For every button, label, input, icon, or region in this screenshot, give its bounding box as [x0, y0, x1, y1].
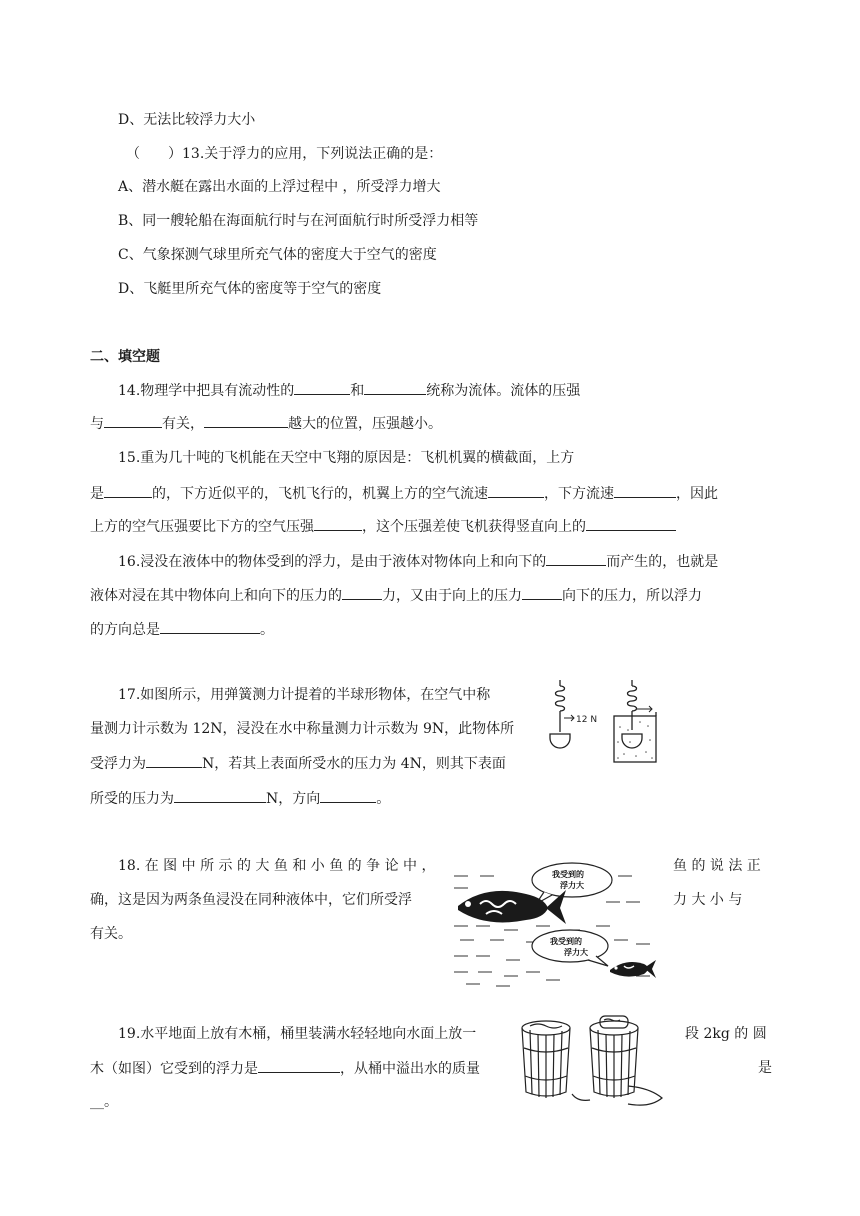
q13-option-d: D、飞艇里所充气体的密度等于空气的密度: [118, 281, 382, 297]
q14-text: 越大的位置，压强越小。: [288, 416, 442, 432]
answer-paren: （ ）: [126, 146, 182, 162]
q13-option-b: B、同一艘轮船在海面航行时与在河面航行时所受浮力相等: [118, 213, 479, 229]
q14-text: 和: [350, 383, 365, 399]
q17-line3: [90, 753, 506, 774]
q12-option-d: D、无法比较浮力大小: [118, 112, 256, 128]
q18-line3: 有关。: [90, 926, 132, 942]
blank: [104, 483, 152, 498]
blank: [614, 483, 676, 498]
q15-text: 的，下方近似平的，飞机飞行的，机翼上方的空气流速: [152, 486, 488, 502]
spring-scale-figure: [540, 672, 670, 772]
q17-text: 所受的压力为: [90, 791, 174, 807]
blank: [174, 788, 266, 803]
q19-line1-right: 段 2kg 的 圆: [685, 1026, 767, 1042]
blank: [146, 753, 202, 768]
q15-text: ，因此: [676, 486, 718, 502]
q18-line1: 18. 在 图 中 所 示 的 大 鱼 和 小 鱼 的 争 论 中 ，: [118, 858, 436, 874]
q15-line3: [90, 516, 676, 537]
q13-option-a: A、潜水艇在露出水面的上浮过程中 ，所受浮力增大: [118, 179, 441, 195]
q15-text: 是: [90, 486, 104, 502]
blank: [586, 516, 676, 531]
q19-line1: 19.水平地面上放有木桶，桶里装满水轻轻地向水面上放一: [118, 1026, 477, 1042]
bucket-figure: [516, 1014, 668, 1110]
q16-text: 而产生的，也就是: [606, 554, 719, 570]
q16-text: 的方向总是: [90, 622, 160, 638]
q16-line1: [118, 551, 718, 572]
q14-text: 有关，: [162, 416, 204, 432]
fig-force-label: 12 N: [576, 715, 598, 725]
q19-line2-right: 是: [758, 1060, 772, 1076]
blank: [258, 1058, 340, 1073]
q17-text: N，方向: [266, 791, 321, 807]
q19-line2: [90, 1058, 480, 1079]
q18-line1-right: 鱼 的 说 法 正: [673, 858, 761, 874]
q15-text: 上方的空气压强要比下方的空气压强: [90, 519, 314, 535]
q17-line2: 量测力计示数为 12N，浸没在水中称量测力计示数为 9N，此物体所: [90, 721, 515, 737]
q19-text: 木（如图）它受到的浮力是: [90, 1061, 258, 1077]
q15-text: ，这个压强差使飞机获得竖直向上的: [362, 519, 586, 535]
q17-text: N，若其上表面所受水的压力为 4N，则其下表面: [202, 756, 506, 772]
q18-line2: 确，这是因为两条鱼浸没在同种液体中，它们所受浮: [90, 892, 412, 908]
blank: [342, 585, 382, 600]
q16-text: 16.浸没在液体中的物体受到的浮力，是由于液体对物体向上和向下的: [118, 554, 547, 570]
blank: [488, 483, 544, 498]
q16-line3: [90, 619, 274, 640]
q16-text: 。: [260, 622, 274, 638]
q15-text: ，下方流速: [544, 486, 614, 502]
q17-text: 受浮力为: [90, 756, 146, 772]
q14-text: 统称为流体。流体的压强: [426, 383, 581, 399]
q14-text: 14.物理学中把具有流动性的: [118, 383, 295, 399]
q19-line3: __。: [90, 1094, 118, 1110]
q15-line1: 15.重为几十吨的飞机能在天空中飞翔的原因是：飞机机翼的横截面，上方: [118, 450, 575, 466]
blank: [546, 551, 606, 566]
blank: [314, 516, 362, 531]
bubble-bottom-line1: 我受到的: [550, 937, 582, 946]
blank: [294, 380, 350, 395]
q14-text: 与: [90, 416, 104, 432]
q19-text: ，从桶中溢出水的质量: [340, 1061, 480, 1077]
q16-text: 向下的压力，所以浮力: [562, 588, 702, 604]
q18-line2-right: 力 大 小 与: [673, 892, 743, 908]
blank: [160, 619, 260, 634]
q17-text: 。: [376, 791, 391, 807]
q15-line2: [90, 483, 718, 504]
blank: [364, 380, 426, 395]
blank: [104, 413, 162, 428]
bubble-top-line2: 浮力大: [560, 881, 584, 890]
fish-figure: [446, 856, 668, 992]
q14-line2: [90, 413, 442, 434]
bubble-top-line1: 我受到的: [552, 870, 584, 879]
q16-text: 力，又由于向上的压力: [382, 588, 522, 604]
section-title: 二、填空题: [90, 349, 160, 365]
blank: [204, 413, 288, 428]
bubble-bottom-line2: 浮力大: [564, 948, 588, 957]
q17-line4: [90, 788, 390, 809]
q13-stem: [126, 144, 442, 164]
q17-line1: 17.如图所示，用弹簧测力计提着的半球形物体，在空气中称: [118, 687, 491, 703]
blank: [522, 585, 562, 600]
q14-line1: [118, 380, 580, 401]
q13-option-c: C、气象探测气球里所充气体的密度大于空气的密度: [118, 247, 437, 263]
q16-line2: [90, 585, 702, 606]
blank: [320, 788, 376, 803]
q16-text: 液体对浸在其中物体向上和向下的压力的: [90, 588, 342, 604]
q13-question: 13.关于浮力的应用，下列说法正确的是：: [182, 146, 443, 162]
